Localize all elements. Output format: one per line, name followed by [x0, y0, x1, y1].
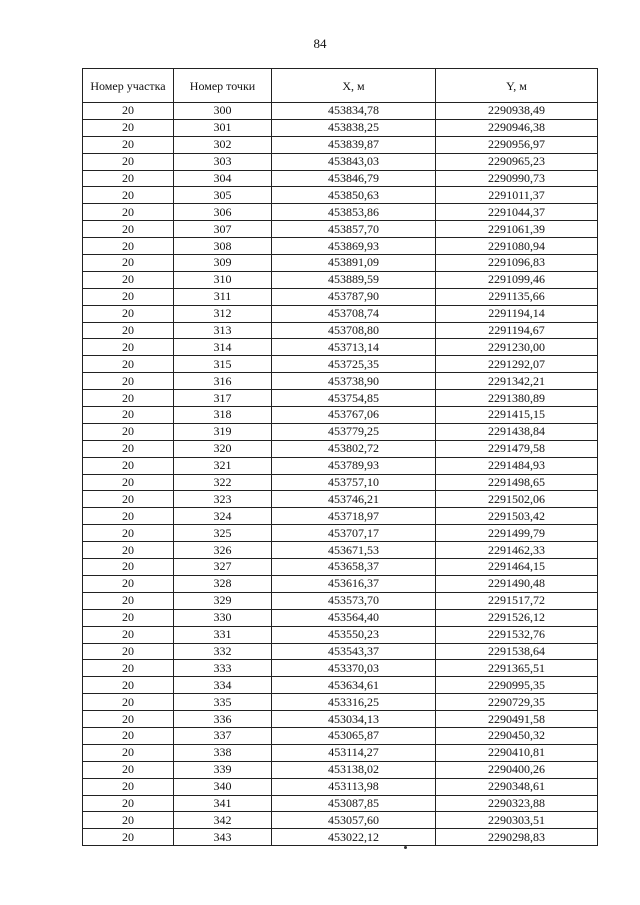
- cell-area-number: 20: [83, 255, 174, 272]
- cell-x: 453789,93: [272, 457, 436, 474]
- cell-area-number: 20: [83, 136, 174, 153]
- table-row: [83, 474, 598, 491]
- cell-point-number: 308: [174, 238, 272, 255]
- cell-y: 2291061,39: [436, 221, 598, 238]
- cell-x: 453889,59: [272, 271, 436, 288]
- cell-area-number: 20: [83, 542, 174, 559]
- table-row: [83, 542, 598, 559]
- cell-point-number: 341: [174, 795, 272, 812]
- cell-x: 453616,37: [272, 575, 436, 592]
- cell-point-number: 315: [174, 356, 272, 373]
- cell-area-number: 20: [83, 339, 174, 356]
- cell-area-number: 20: [83, 170, 174, 187]
- table-row: [83, 221, 598, 238]
- cell-point-number: 324: [174, 508, 272, 525]
- cell-point-number: 336: [174, 711, 272, 728]
- cell-x: 453891,09: [272, 255, 436, 272]
- table-body: [83, 103, 598, 846]
- table-row: [83, 136, 598, 153]
- cell-point-number: 321: [174, 457, 272, 474]
- cell-x: 453850,63: [272, 187, 436, 204]
- cell-y: 2290491,58: [436, 711, 598, 728]
- cell-point-number: 342: [174, 812, 272, 829]
- cell-point-number: 305: [174, 187, 272, 204]
- cell-y: 2290450,32: [436, 727, 598, 744]
- cell-y: 2290410,81: [436, 744, 598, 761]
- cell-area-number: 20: [83, 575, 174, 592]
- cell-area-number: 20: [83, 271, 174, 288]
- cell-area-number: 20: [83, 119, 174, 136]
- cell-area-number: 20: [83, 153, 174, 170]
- cell-y: 2290995,35: [436, 677, 598, 694]
- cell-y: 2291499,79: [436, 525, 598, 542]
- cell-point-number: 300: [174, 103, 272, 120]
- cell-point-number: 311: [174, 288, 272, 305]
- cell-area-number: 20: [83, 373, 174, 390]
- cell-area-number: 20: [83, 660, 174, 677]
- cell-x: 453869,93: [272, 238, 436, 255]
- cell-point-number: 303: [174, 153, 272, 170]
- table-row: [83, 339, 598, 356]
- table-row: [83, 271, 598, 288]
- cell-x: 453087,85: [272, 795, 436, 812]
- cell-area-number: 20: [83, 440, 174, 457]
- cell-y: 2291484,93: [436, 457, 598, 474]
- cell-x: 453708,74: [272, 305, 436, 322]
- cell-area-number: 20: [83, 559, 174, 576]
- cell-x: 453708,80: [272, 322, 436, 339]
- cell-x: 453754,85: [272, 390, 436, 407]
- header-x-coordinate: X, м: [272, 69, 436, 103]
- table-row: [83, 559, 598, 576]
- cell-y: 2291464,15: [436, 559, 598, 576]
- cell-area-number: 20: [83, 812, 174, 829]
- cell-point-number: 319: [174, 423, 272, 440]
- table-row: [83, 103, 598, 120]
- cell-y: 2291438,84: [436, 423, 598, 440]
- table-row: [83, 373, 598, 390]
- cell-area-number: 20: [83, 390, 174, 407]
- cell-point-number: 317: [174, 390, 272, 407]
- cell-point-number: 318: [174, 407, 272, 424]
- cell-area-number: 20: [83, 744, 174, 761]
- cell-area-number: 20: [83, 694, 174, 711]
- cell-x: 453113,98: [272, 778, 436, 795]
- cell-area-number: 20: [83, 221, 174, 238]
- coordinates-table: [82, 68, 598, 846]
- cell-area-number: 20: [83, 474, 174, 491]
- table-row: [83, 778, 598, 795]
- cell-y: 2291502,06: [436, 491, 598, 508]
- cell-point-number: 306: [174, 204, 272, 221]
- cell-y: 2290956,97: [436, 136, 598, 153]
- cell-point-number: 331: [174, 626, 272, 643]
- table-row: [83, 711, 598, 728]
- table-row: [83, 525, 598, 542]
- cell-point-number: 328: [174, 575, 272, 592]
- cell-x: 453839,87: [272, 136, 436, 153]
- cell-y: 2290990,73: [436, 170, 598, 187]
- cell-area-number: 20: [83, 457, 174, 474]
- table-row: [83, 187, 598, 204]
- cell-x: 453634,61: [272, 677, 436, 694]
- cell-x: 453138,02: [272, 761, 436, 778]
- scan-mark: [404, 846, 407, 849]
- cell-x: 453065,87: [272, 727, 436, 744]
- cell-area-number: 20: [83, 525, 174, 542]
- table-row: [83, 812, 598, 829]
- cell-point-number: 313: [174, 322, 272, 339]
- cell-x: 453713,14: [272, 339, 436, 356]
- table-header: [83, 69, 598, 103]
- cell-x: 453022,12: [272, 829, 436, 846]
- cell-area-number: 20: [83, 727, 174, 744]
- table-row: [83, 575, 598, 592]
- cell-y: 2291490,48: [436, 575, 598, 592]
- cell-x: 453738,90: [272, 373, 436, 390]
- cell-area-number: 20: [83, 609, 174, 626]
- cell-y: 2291011,37: [436, 187, 598, 204]
- cell-x: 453787,90: [272, 288, 436, 305]
- cell-y: 2290348,61: [436, 778, 598, 795]
- cell-point-number: 329: [174, 592, 272, 609]
- cell-point-number: 330: [174, 609, 272, 626]
- cell-x: 453707,17: [272, 525, 436, 542]
- table-row: [83, 609, 598, 626]
- cell-area-number: 20: [83, 778, 174, 795]
- cell-y: 2291415,15: [436, 407, 598, 424]
- table-row: [83, 508, 598, 525]
- header-area-number: Номер участка: [83, 69, 174, 103]
- cell-x: 453846,79: [272, 170, 436, 187]
- cell-x: 453843,03: [272, 153, 436, 170]
- cell-y: 2291526,12: [436, 609, 598, 626]
- cell-point-number: 316: [174, 373, 272, 390]
- cell-x: 453767,06: [272, 407, 436, 424]
- cell-area-number: 20: [83, 643, 174, 660]
- table-row: [83, 288, 598, 305]
- cell-point-number: 327: [174, 559, 272, 576]
- cell-point-number: 337: [174, 727, 272, 744]
- cell-y: 2291194,14: [436, 305, 598, 322]
- cell-y: 2291479,58: [436, 440, 598, 457]
- cell-area-number: 20: [83, 187, 174, 204]
- cell-area-number: 20: [83, 322, 174, 339]
- cell-area-number: 20: [83, 592, 174, 609]
- cell-point-number: 338: [174, 744, 272, 761]
- cell-point-number: 340: [174, 778, 272, 795]
- cell-x: 453057,60: [272, 812, 436, 829]
- table-row: [83, 407, 598, 424]
- cell-x: 453779,25: [272, 423, 436, 440]
- table-row: [83, 795, 598, 812]
- header-y-coordinate: Y, м: [436, 69, 598, 103]
- table-row: [83, 238, 598, 255]
- table-row: [83, 457, 598, 474]
- table-row: [83, 761, 598, 778]
- table-row: [83, 390, 598, 407]
- cell-point-number: 333: [174, 660, 272, 677]
- cell-y: 2291498,65: [436, 474, 598, 491]
- cell-area-number: 20: [83, 677, 174, 694]
- cell-y: 2290729,35: [436, 694, 598, 711]
- table-row: [83, 204, 598, 221]
- cell-area-number: 20: [83, 356, 174, 373]
- cell-x: 453838,25: [272, 119, 436, 136]
- cell-y: 2291380,89: [436, 390, 598, 407]
- cell-area-number: 20: [83, 626, 174, 643]
- page-number: 84: [313, 36, 327, 51]
- cell-area-number: 20: [83, 407, 174, 424]
- cell-point-number: 323: [174, 491, 272, 508]
- header-row: [83, 69, 598, 103]
- cell-point-number: 320: [174, 440, 272, 457]
- table-row: [83, 356, 598, 373]
- cell-area-number: 20: [83, 238, 174, 255]
- table-row: [83, 694, 598, 711]
- cell-y: 2290298,83: [436, 829, 598, 846]
- table-row: [83, 170, 598, 187]
- cell-x: 453034,13: [272, 711, 436, 728]
- cell-point-number: 304: [174, 170, 272, 187]
- table-row: [83, 744, 598, 761]
- cell-x: 453370,03: [272, 660, 436, 677]
- table-row: [83, 305, 598, 322]
- cell-x: 453316,25: [272, 694, 436, 711]
- cell-x: 453746,21: [272, 491, 436, 508]
- table-row: [83, 660, 598, 677]
- header-point-number: Номер точки: [174, 69, 272, 103]
- cell-point-number: 312: [174, 305, 272, 322]
- table-row: [83, 440, 598, 457]
- cell-x: 453564,40: [272, 609, 436, 626]
- cell-point-number: 322: [174, 474, 272, 491]
- cell-y: 2291230,00: [436, 339, 598, 356]
- table-row: [83, 322, 598, 339]
- cell-x: 453857,70: [272, 221, 436, 238]
- cell-area-number: 20: [83, 795, 174, 812]
- table-row: [83, 626, 598, 643]
- cell-point-number: 301: [174, 119, 272, 136]
- cell-y: 2291532,76: [436, 626, 598, 643]
- cell-x: 453718,97: [272, 508, 436, 525]
- cell-point-number: 326: [174, 542, 272, 559]
- cell-point-number: 325: [174, 525, 272, 542]
- table-row: [83, 119, 598, 136]
- cell-area-number: 20: [83, 829, 174, 846]
- cell-point-number: 343: [174, 829, 272, 846]
- cell-x: 453853,86: [272, 204, 436, 221]
- cell-y: 2291099,46: [436, 271, 598, 288]
- cell-area-number: 20: [83, 103, 174, 120]
- cell-y: 2291503,42: [436, 508, 598, 525]
- cell-x: 453573,70: [272, 592, 436, 609]
- table-row: [83, 643, 598, 660]
- cell-area-number: 20: [83, 423, 174, 440]
- cell-y: 2291538,64: [436, 643, 598, 660]
- cell-x: 453802,72: [272, 440, 436, 457]
- cell-y: 2290965,23: [436, 153, 598, 170]
- table-row: [83, 677, 598, 694]
- table-row: [83, 829, 598, 846]
- cell-point-number: 314: [174, 339, 272, 356]
- cell-point-number: 302: [174, 136, 272, 153]
- cell-y: 2291135,66: [436, 288, 598, 305]
- cell-point-number: 334: [174, 677, 272, 694]
- cell-y: 2291462,33: [436, 542, 598, 559]
- cell-point-number: 309: [174, 255, 272, 272]
- table-row: [83, 592, 598, 609]
- cell-x: 453658,37: [272, 559, 436, 576]
- cell-y: 2290303,51: [436, 812, 598, 829]
- table-row: [83, 153, 598, 170]
- cell-y: 2290938,49: [436, 103, 598, 120]
- table-row: [83, 491, 598, 508]
- cell-area-number: 20: [83, 761, 174, 778]
- cell-y: 2291194,67: [436, 322, 598, 339]
- cell-y: 2291096,83: [436, 255, 598, 272]
- cell-y: 2290946,38: [436, 119, 598, 136]
- cell-x: 453543,37: [272, 643, 436, 660]
- cell-x: 453834,78: [272, 103, 436, 120]
- cell-area-number: 20: [83, 204, 174, 221]
- cell-x: 453114,27: [272, 744, 436, 761]
- cell-point-number: 307: [174, 221, 272, 238]
- table-row: [83, 727, 598, 744]
- cell-y: 2291080,94: [436, 238, 598, 255]
- cell-x: 453725,35: [272, 356, 436, 373]
- cell-area-number: 20: [83, 711, 174, 728]
- cell-y: 2290400,26: [436, 761, 598, 778]
- cell-point-number: 335: [174, 694, 272, 711]
- cell-y: 2291044,37: [436, 204, 598, 221]
- cell-point-number: 332: [174, 643, 272, 660]
- table-row: [83, 423, 598, 440]
- cell-x: 453757,10: [272, 474, 436, 491]
- cell-area-number: 20: [83, 508, 174, 525]
- cell-area-number: 20: [83, 305, 174, 322]
- cell-y: 2290323,88: [436, 795, 598, 812]
- cell-y: 2291342,21: [436, 373, 598, 390]
- cell-y: 2291365,51: [436, 660, 598, 677]
- cell-point-number: 339: [174, 761, 272, 778]
- cell-x: 453671,53: [272, 542, 436, 559]
- cell-area-number: 20: [83, 491, 174, 508]
- cell-point-number: 310: [174, 271, 272, 288]
- cell-y: 2291292,07: [436, 356, 598, 373]
- cell-area-number: 20: [83, 288, 174, 305]
- cell-y: 2291517,72: [436, 592, 598, 609]
- table-row: [83, 255, 598, 272]
- cell-x: 453550,23: [272, 626, 436, 643]
